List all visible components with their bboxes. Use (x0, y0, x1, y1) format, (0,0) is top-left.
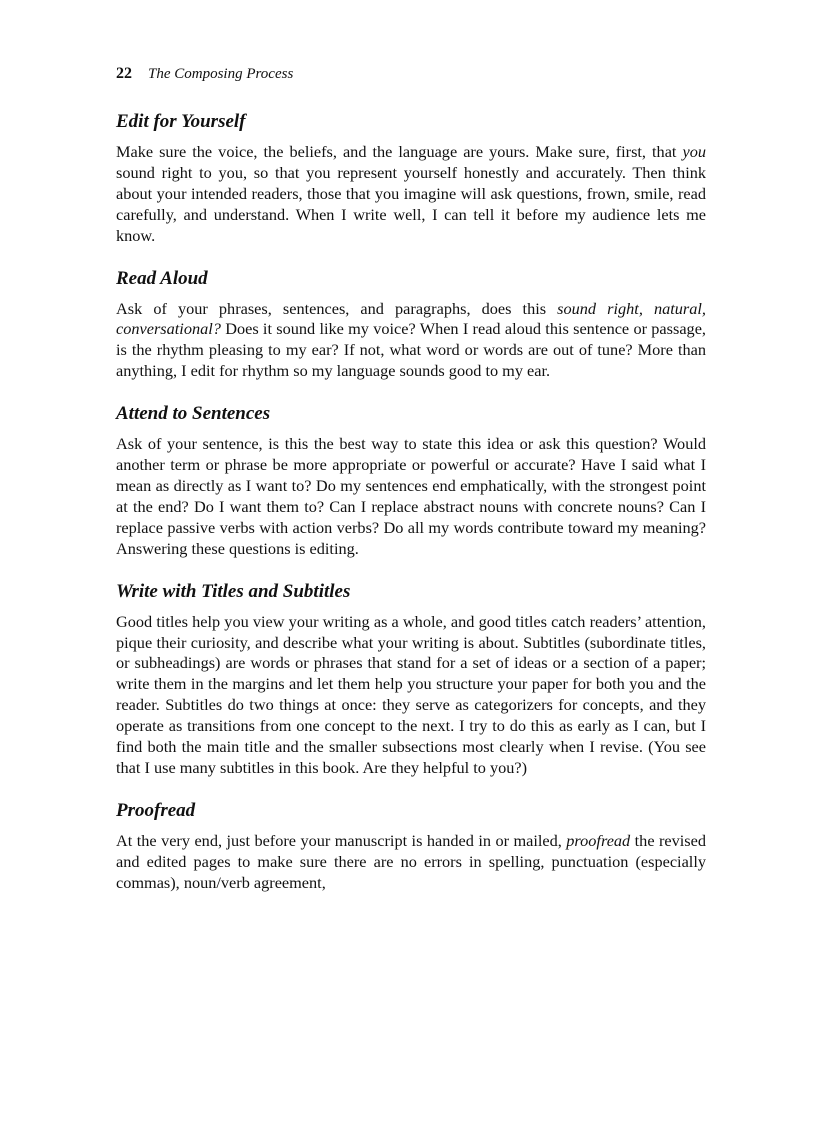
paragraph-text: Ask of your phrases, sentences, and paragraphs, does this (116, 298, 558, 318)
emphasis-text: sound right, natural, conversational? (116, 298, 706, 339)
section-title: Attend to Sentences (116, 403, 271, 425)
section-paragraph: Ask of your sentence, is this the best way to state this idea or ask this question? Would another term or phrase be more appropriate or powerful or accurate? Have I said what I mean as directly as I want to? Do my sentences end emphatically, with the strongest point at the end? Do I want them to? Can I replace abstract nouns with concrete nouns? Can I replace passive verbs with action verbs? Do all my words contribute toward my meaning? Answering these questions is editing. (116, 434, 706, 558)
running-head (116, 60, 706, 88)
emphasis-text: you (682, 142, 706, 161)
section-paragraph: Good titles help you view your writing as a whole, and good titles catch readers’ attention, pique their curiosity, and describe what your writing is about. Subtitles (subordinate titles, or subheadings) are words or phrases that stand for a set of ideas or a section of a paper; write them in the margins and let them help you structure your paper for both you and the reader. Subtitles do two things at once: they serve as categorizers for concepts, and they operate as transitions from one concept to the next. I try to do this as early as I can, but I find both the main title and the smaller subsections most clearly when I revise. (You see that I use many subtitles in this book. Are they helpful to you?) (116, 611, 706, 777)
emphasis-text: proofread (566, 830, 631, 850)
book-page (116, 60, 706, 914)
paragraph-text: Make sure the voice, the beliefs, and the language are yours. Make sure, first, that (116, 142, 683, 161)
section-paragraph (116, 299, 706, 383)
paragraph-text: sound right to you, so that you represent yourself honestly and accurately. Then think about your intended readers, those that you imagine will ask questions, frown, smile, read carefully, and understand. When I write well, I can tell it before my audience lets me know. (116, 162, 706, 245)
section-title: Write with Titles and Subtitles (116, 580, 351, 602)
section-title: Edit for Yourself (116, 111, 246, 132)
section-title: Proofread (116, 799, 196, 821)
section-titles-and-subtitles (116, 580, 706, 779)
paragraph-text: At the very end, just before your manuscript is handed in or mailed, (116, 830, 567, 850)
page-number: 22 (116, 65, 132, 82)
paragraph-text: the revised and edited pages to make sure there are no errors in spelling, punctuation (especially commas), noun/verb agreement, (116, 830, 707, 892)
section-attend-to-sentences (116, 402, 706, 559)
section-edit-for-yourself (116, 110, 706, 247)
section-proofread (116, 799, 706, 894)
paragraph-text: Does it sound like my voice? When I read aloud this sentence or passage, is the rhythm pleasing to my ear? If not, what word or words are out of tune? More than anything, I edit for rhythm so my language sounds good to my ear. (116, 319, 706, 381)
section-read-aloud (116, 267, 706, 383)
running-title: The Composing Process (148, 66, 294, 82)
section-title: Read Aloud (116, 267, 208, 289)
section-paragraph (116, 142, 706, 247)
section-paragraph (116, 831, 706, 894)
